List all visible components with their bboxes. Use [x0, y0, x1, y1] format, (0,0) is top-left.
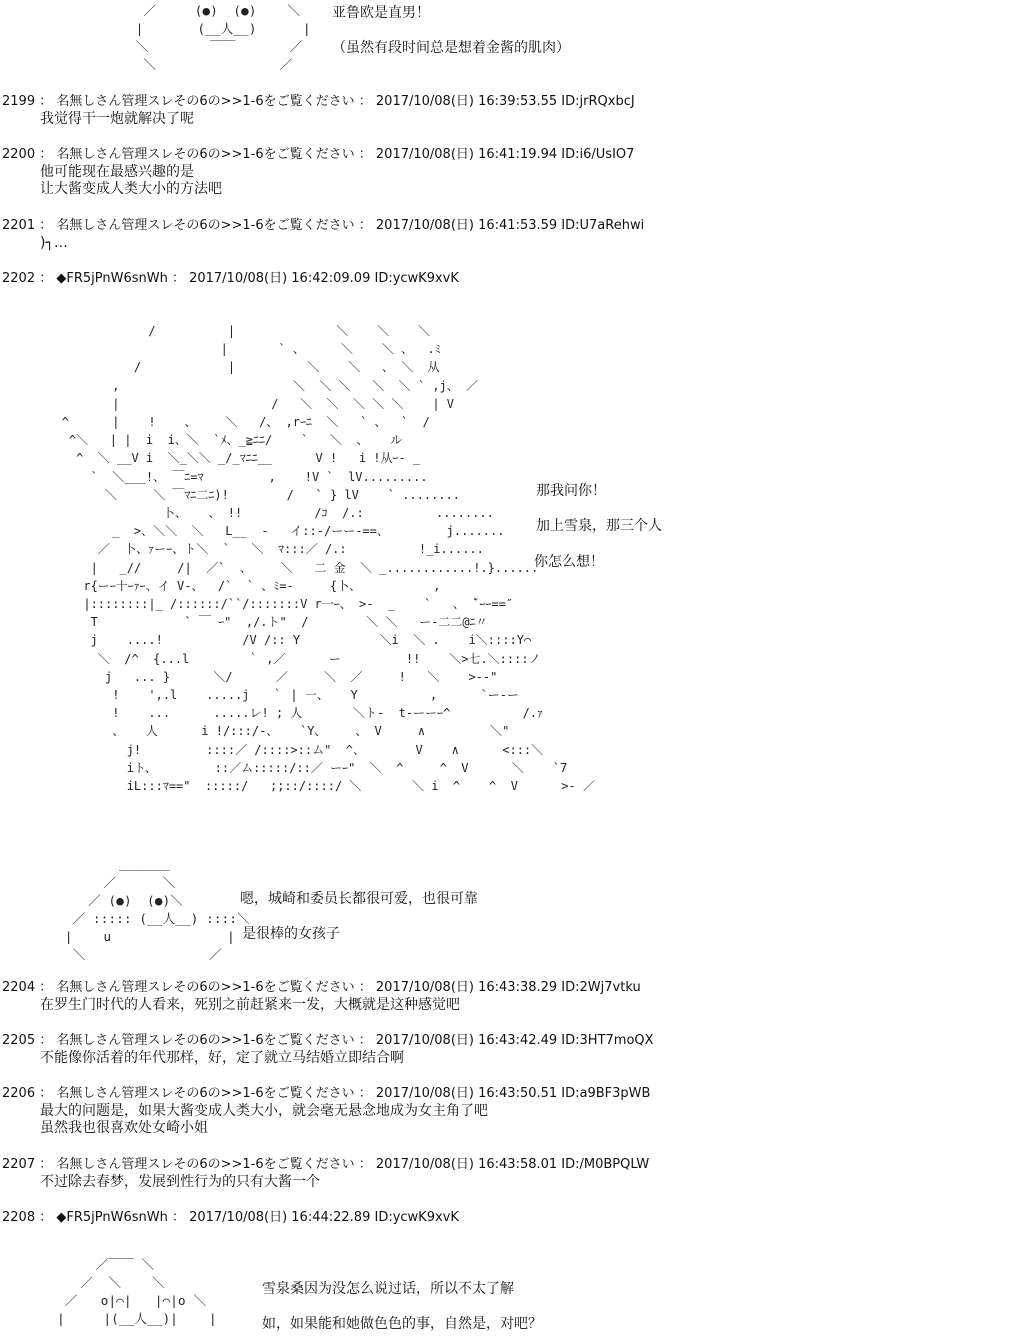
speech-line-8: 雪泉桑因为没怎么说过话，所以不太了解 [262, 1281, 514, 1297]
post-header-2205: 2205 ： 名無しさん管理スレその6の>>1-6をご覧ください ： 2017/10/08(日) 16:43:42.49 ID:3HT7moQX [2, 1033, 654, 1048]
post-body-2201: )┐… [40, 235, 68, 251]
ascii-art-face-top: ／ (●) (●) ＼ | (__人__) | ＼ ￣￣ ／ ＼ ／ [135, 3, 311, 72]
post-header-2204: 2204 ： 名無しさん管理スレその6の>>1-6をご覧ください ： 2017/10/08(日) 16:43:38.29 ID:2Wj7vtku [2, 980, 641, 995]
post-body-2200: 他可能现在最感兴趣的是 让大酱变成人类大小的方法吧 [40, 164, 222, 197]
speech-line-5: 你怎么想！ [534, 554, 604, 570]
ascii-art-face-middle: ＿＿＿＿ ／ ＼ ／ (●) (●)＼ ／ ::::: (__人__) ::::＼ | u | ＼ ／ [64, 857, 250, 962]
post-header-2206: 2206 ： 名無しさん管理スレその6の>>1-6をご覧ください ： 2017/10/08(日) 16:43:50.51 ID:a9BF3pWB [2, 1086, 651, 1101]
post-header-2199: 2199 ： 名無しさん管理スレその6の>>1-6をご覧ください ： 2017/10/08(日) 16:39:53.55 ID:jrRQxbcJ [2, 94, 635, 109]
post-body-2206: 最大的问题是，如果大酱变成人类大小，就会毫无悬念地成为女主角了吧 虽然我也很喜欢处女崎小姐 [40, 1103, 488, 1136]
ascii-art-face-bottom: ／￣￣ ＼ ／ ＼ ＼ ／ o|⌒| |⌒|o ＼ | |(__人__)| | [57, 1257, 217, 1326]
post-body-2199: 我觉得干一炮就解决了呢 [40, 111, 194, 127]
post-body-2204: 在罗生门时代的人看来，死别之前赶紧来一发，大概就是这种感觉吧 [40, 997, 460, 1013]
post-body-2207: 不过除去春梦，发展到性行为的只有大酱一个 [40, 1174, 320, 1190]
post-header-2200: 2200 ： 名無しさん管理スレその6の>>1-6をご覧ください ： 2017/10/08(日) 16:41:19.94 ID:i6/UsIO7 [2, 147, 635, 162]
speech-line-1: 亚鲁欧是直男！ [332, 5, 430, 21]
post-header-2202: 2202 ： ◆FR5jPnW6snWh ： 2017/10/08(日) 16:42:09.09 ID:ycwK9xvK [2, 271, 459, 286]
speech-line-6: 嗯，城崎和委员长都很可爱，也很可靠 [240, 891, 478, 907]
post-header-2208: 2208 ： ◆FR5jPnW6snWh ： 2017/10/08(日) 16:44:22.89 ID:ycwK9xvK [2, 1210, 459, 1225]
post-header-2201: 2201 ： 名無しさん管理スレその6の>>1-6をご覧ください ： 2017/10/08(日) 16:41:53.59 ID:U7aRehwi [2, 218, 645, 233]
ascii-art-large-scene: / | ＼ ＼ ＼ | ` 、 ＼ ＼ 、 .ﾐ / | ＼ ＼ 、 ＼ 从 , ＼ ＼ ＼ ＼ ＼ ` ,j、 ／ | / ＼ ＼ ＼ ＼ ＼ | V ^ | ! 、 ＼ /、 ,rｰﾆ ＼ ` 、 ` / ^＼ | | i i、＼ `ﾒ、_≧ﾆﾆ/ ` ＼ 、 ル ^ ＼ __V i ＼_＼＼ _/_ﾏﾆﾆ__ V ! i !从ｰ- _ ` ＼___!、 ￣ﾆ=ﾏ , !V ` lV......... ＼ ＼ ￣ﾏﾆ二ﾆ)! / ` } lV ` ........ 卜、 、 !! /ｺ /.: ........ _ >、＼＼ ＼ L__ - イ::-/ーー-==、 j....... ／ 卜、ｧーｰ、ト＼ ` ＼ ﾏ:::／ /.: !_i...... | _// /| ／` 、 ＼ 二 金 ＼ _............!.}...... r{ーｰ十ｰｧｰ、イ V-、 /` ` 、ﾐ=- {卜、 , |::::::::|_ /::::::/``/:::::::V r一ｰ、 >- _ ` 、 ̄`ｰｰ==″ T ` ￣ ｰ" ,/.ト" / ＼ ＼ ー-二二@ﾆ〃 j ....! /V /:: Y ＼i ＼ . i＼::::Y⌒ ＼ /^ {...l ｀ ,／ ー !! ＼>七.＼::::ノ j ... } ＼/ ／ ＼ ／ ! ＼ >-‐" ! ',.l .....j ｀ | 一、 Y , `ー-ー ! ... .....レ! ; 人 ＼ト- t-ーーｰ^ /.ｧ 、 人 i !/:::/-、 `Y、 、 V ∧ ＼" j! ::::／ /::::>::ム" ^、 V ∧ <:::＼ iト、 ::／ム:::::/::／ ーｰ" ＼ ^ ^ V ＼ `7 iL:::ﾏ==" :::::/ ;;::/::::/ ＼ ＼ i ^ ^ V >- ／ [61, 324, 595, 794]
speech-line-7: 是很棒的女孩子 [242, 926, 340, 942]
speech-line-4: 加上雪泉，那三个人 [536, 518, 662, 534]
post-header-2207: 2207 ： 名無しさん管理スレその6の>>1-6をご覧ください ： 2017/10/08(日) 16:43:58.01 ID:/M0BPQLW [2, 1157, 650, 1172]
speech-line-2: （虽然有段时间总是想着金酱的肌肉） [332, 40, 570, 56]
speech-line-9: 如，如果能和她做色色的事，自然是，对吧？ [262, 1316, 542, 1332]
post-body-2205: 不能像你活着的年代那样，好，定了就立马结婚立即结合啊 [40, 1050, 404, 1066]
speech-line-3: 那我问你！ [536, 483, 606, 499]
